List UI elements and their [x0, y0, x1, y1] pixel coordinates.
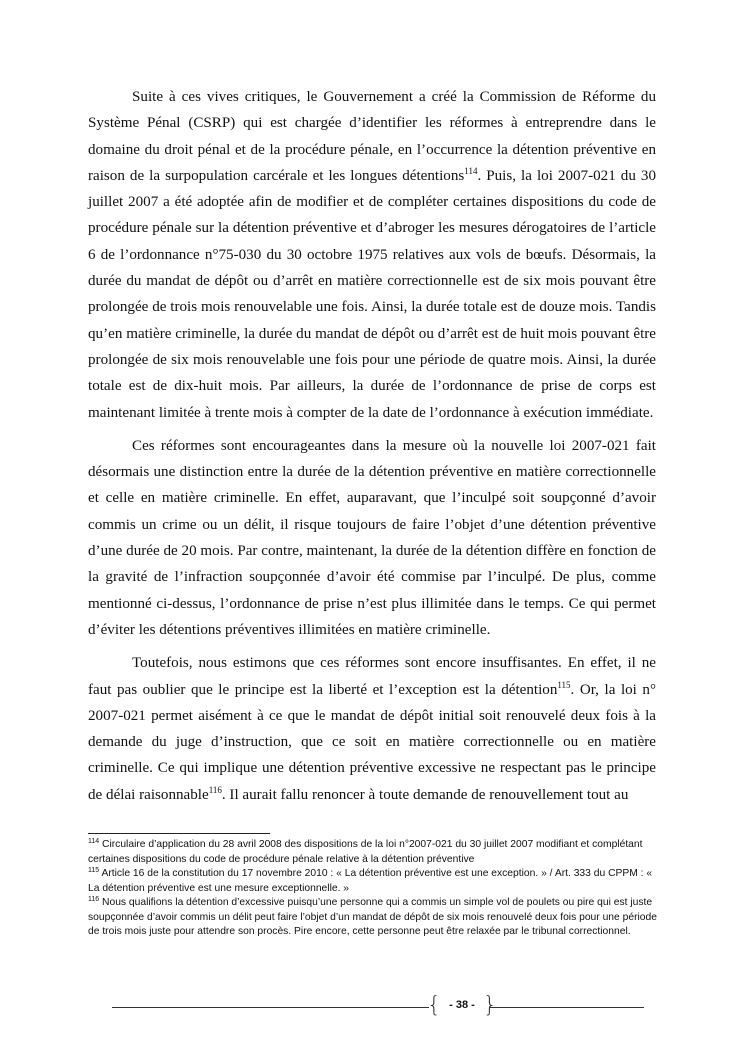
body-text: [88, 84, 656, 815]
footnotes: [88, 838, 658, 940]
footnote-text: Nous qualifions la détention d’excessive puisqu’une personne qui a commis un simple vol de poulets ou pire qui est juste soupçonnée d’avoir commis un délit peut faire l’objet d’un mandat de dépôt de six mois renouvelé deux fois pour une période de trois mois juste pour attendre son procès. Pire encore, cette personne peut être relaxée par le tribunal correctionnel.: [88, 897, 657, 937]
text-run: . Puis, la loi 2007-021 du 30 juillet 2007 a été adoptée afin de modifier et de compléter certaines dispositions du code de procédure pénale sur la détention préventive et d’abroger les mesures dérogatoires de l’article 6 de l’ordonnance n°75-030 du 30 octobre 1975 relatives aux vols de bœufs. Désormais, la durée du mandat de dépôt ou d’arrêt en matière correctionnelle est de six mois pouvant être prolongée de trois mois renouvelable une fois. Ainsi, la durée totale est de douze mois. Tandis qu’en matière criminelle, la durée du mandat de dépôt ou d’arrêt est de huit mois pouvant être prolongée de six mois renouvelable une fois pour une période de quatre mois. Ainsi, la durée totale est de dix-huit mois. Par ailleurs, la durée de l’ordonnance de prise de corps est maintenant limitée à trente mois à compter de la date de l’ordonnance à exécution immédiate.: [88, 167, 656, 421]
footnote-text: Article 16 de la constitution du 17 novembre 2010 : « La détention préventive est une exception. » / Art. 333 du CPPM : « La détention préventive est une mesure exceptionnelle. »: [88, 868, 653, 894]
footnote-ref[interactable]: 116: [208, 784, 222, 795]
text-run: Ces réformes sont encourageantes dans la mesure où la nouvelle loi 2007-021 fait désormais une distinction entre la durée de la détention préventive en matière correctionnelle et celle en matière criminelle. En effet, auparavant, que l’inculpé soit soupçonné d’avoir commis un crime ou un délit, il risque toujours de faire l’objet d’une détention préventive d’une durée de 20 mois. Par contre, maintenant, la durée de la détention diffère en fonction de la gravité de l’infraction soupçonnée d’avoir été commise par l’inculpé. De plus, comme mentionné ci-dessus, l’ordonnance de prise n’est plus illimitée dans le temps. Ce qui permet d’éviter les détentions préventives illimitées en matière criminelle.: [88, 437, 656, 638]
footnote-number: 115: [88, 867, 100, 874]
footer-rule-left: [112, 1007, 429, 1008]
paragraph: [88, 650, 656, 808]
footnote-number: 114: [88, 838, 100, 845]
text-run: . Or, la loi n° 2007-021 permet aisément à ce que le mandat de dépôt initial soit renouvelé deux fois à la demande du juge d’instruction, que ce soit en matière correctionnelle ou en matière criminelle. Ce qui implique une détention préventive excessive ne respectant pas le principe de délai raisonnable: [88, 681, 657, 803]
footnote-separator: [88, 833, 270, 834]
text-run: . Il aurait fallu renoncer à toute demande de renouvellement tout au: [221, 786, 629, 803]
footnote-ref[interactable]: 114: [464, 165, 478, 176]
footnote: [88, 896, 658, 940]
left-brace-icon: {: [427, 993, 441, 1018]
footnote-ref[interactable]: 115: [557, 679, 571, 690]
footnote-text: Circulaire d’application du 28 avril 2008 des dispositions de la loi n°2007-021 du 30 juillet 2007 modifiant et complétant certaines dispositions du code de procédure pénale relative à la détention préventive: [88, 839, 643, 865]
page-footer: [88, 992, 656, 1022]
text-run: Suite à ces vives critiques, le Gouvernement a créé la Commission de Réforme du Système Pénal (CSRP) qui est chargée d’identifier les réformes à entreprendre dans le domaine du droit pénal et de la procédure pénale, en l’occurrence la détention préventive en raison de la surpopulation carcérale et les longues détentions: [88, 89, 656, 184]
footnote: [88, 838, 658, 867]
paragraph: [88, 433, 656, 643]
footnote: [88, 867, 658, 896]
paragraph: [88, 84, 656, 426]
footnote-number: 116: [88, 896, 100, 903]
footer-rule-right: [490, 1007, 644, 1008]
page-number: - 38 -: [449, 999, 475, 1011]
right-brace-icon: }: [483, 993, 497, 1018]
text-run: Toutefois, nous estimons que ces réformes sont encore insuffisantes. En effet, il ne faut pas oublier que le principe est la liberté et l’exception est la détention: [88, 655, 656, 698]
